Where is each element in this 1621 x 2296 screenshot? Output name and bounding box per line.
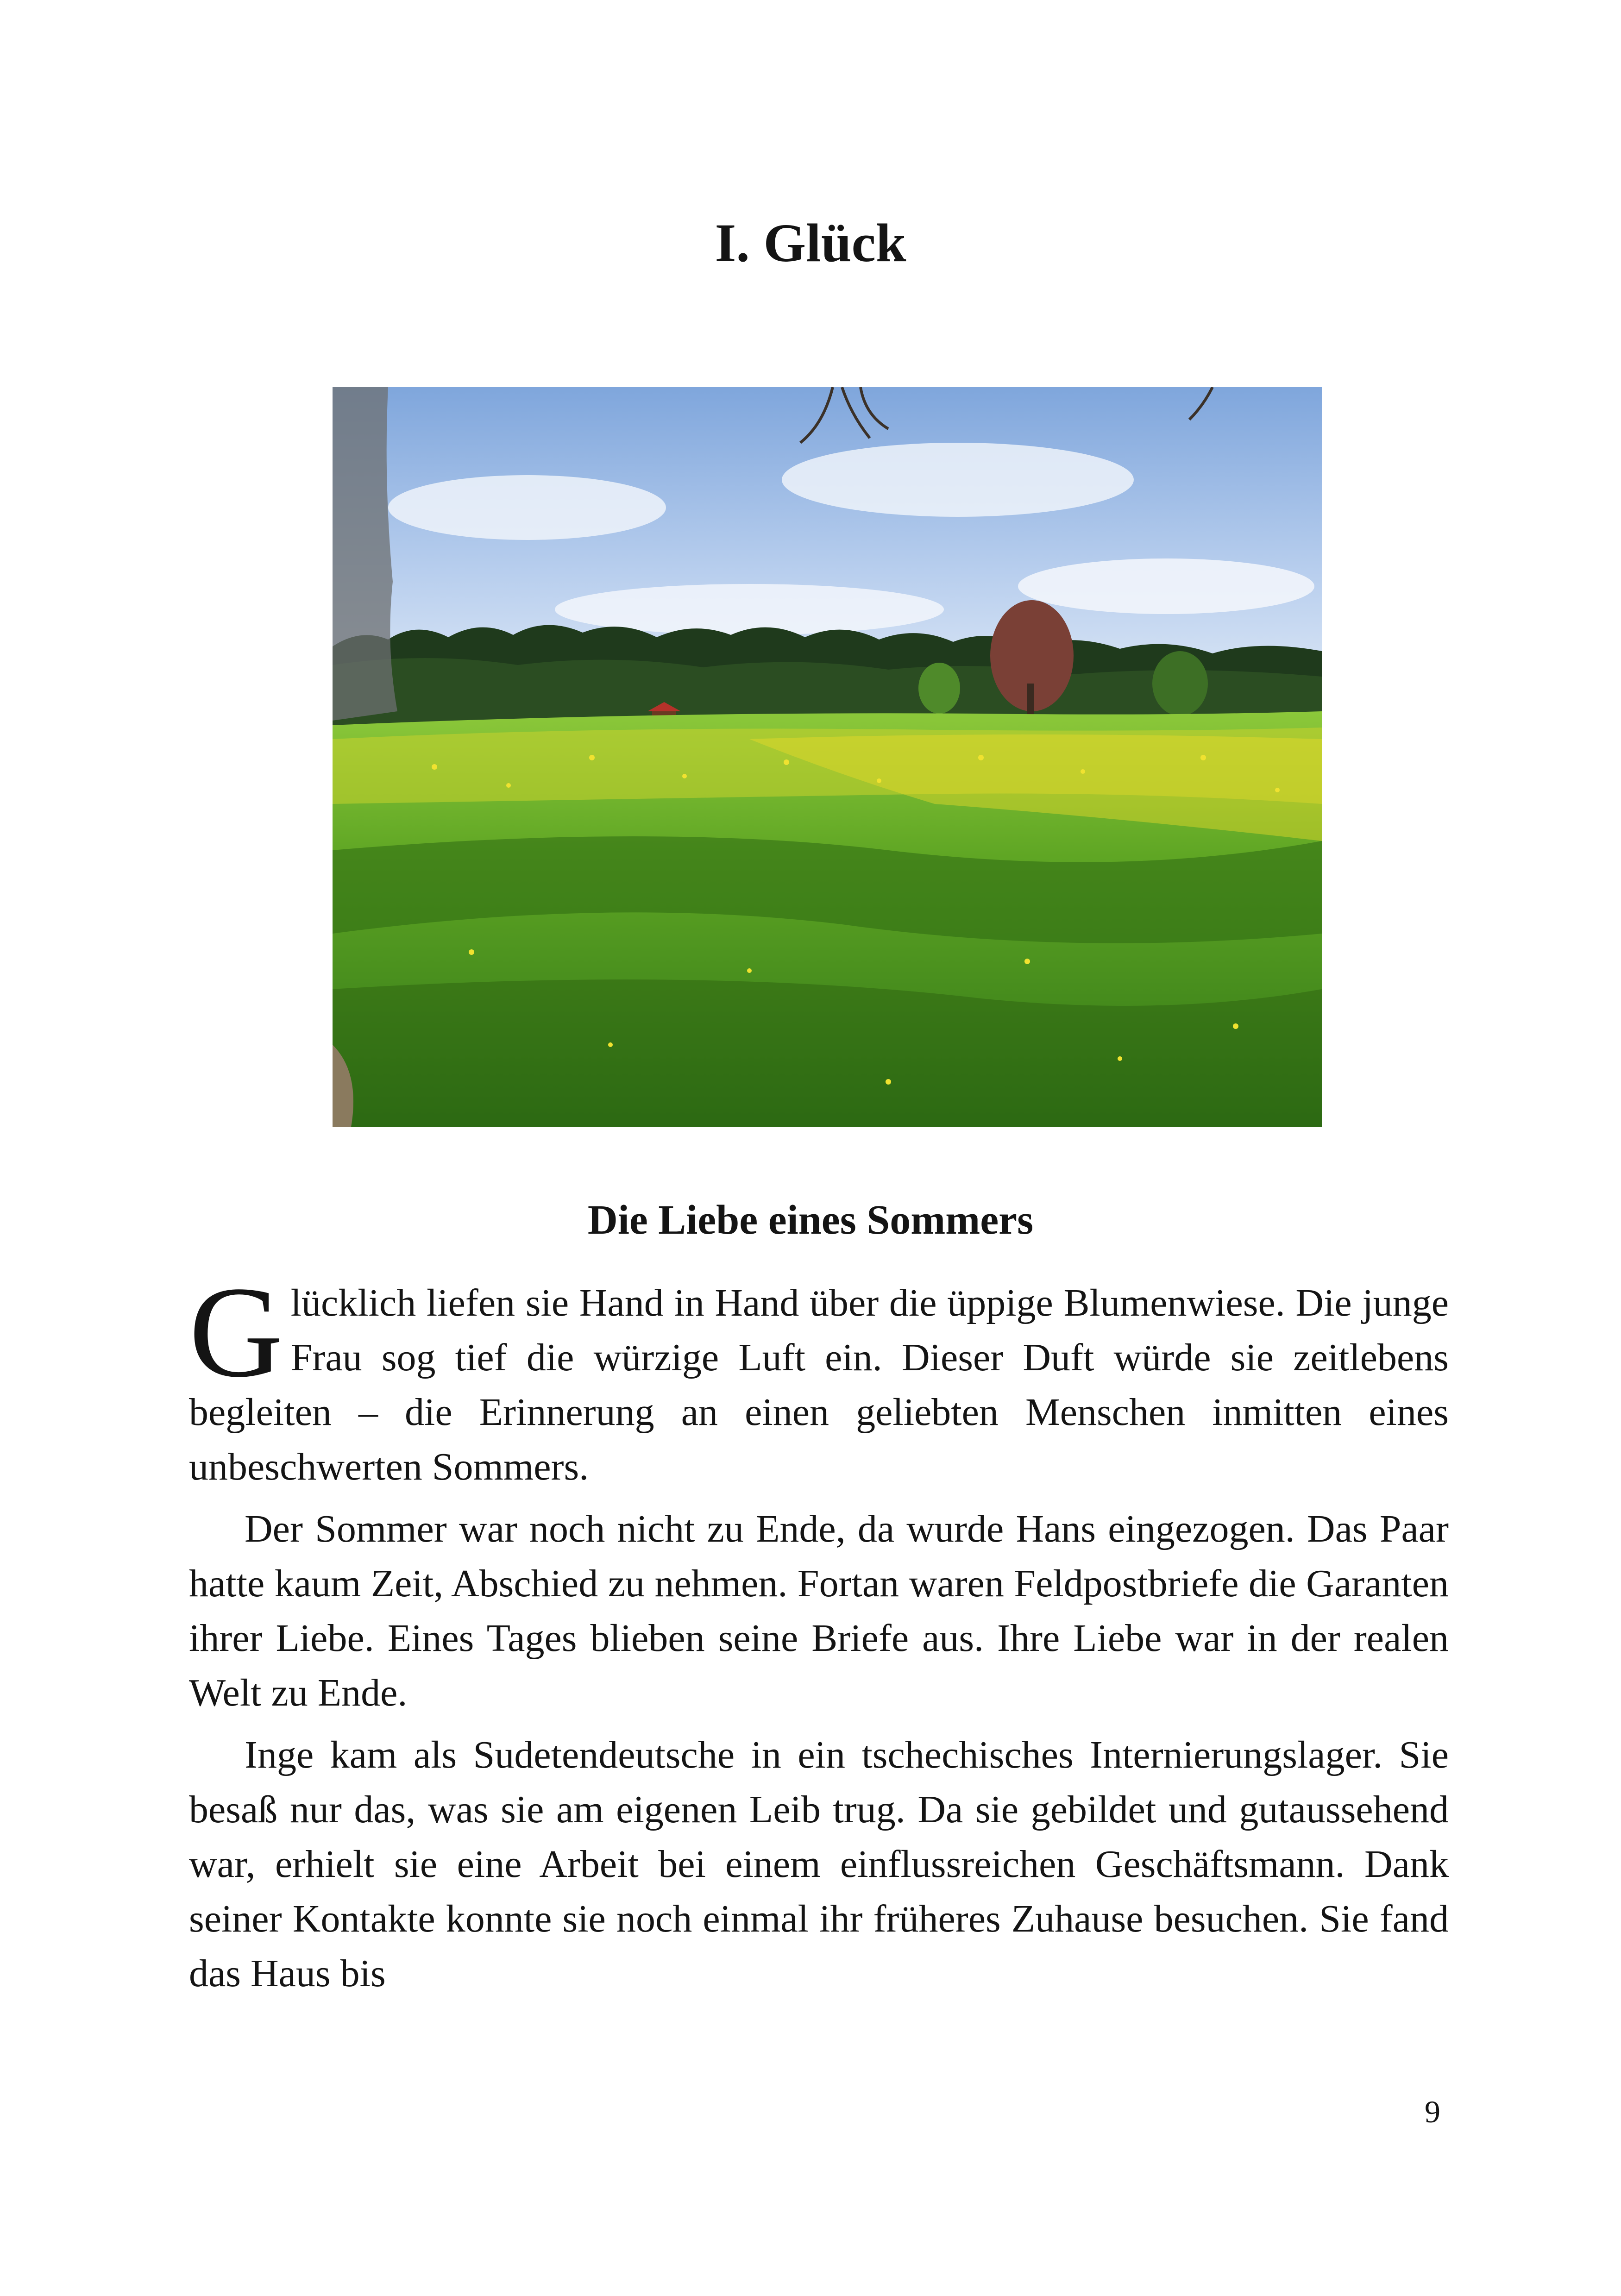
meadow-photo: [333, 387, 1322, 1127]
paragraph-1-text: lücklich liefen sie Hand in Hand über die üppige Blumenwiese. Die junge Frau sog tief die würzige Luft ein. Dieser Duft würde sie zeitlebens begleiten – die Erinnerung an einen geliebten Menschen inmitten eines unbeschwerten Sommers.: [189, 1281, 1449, 1488]
meadow-illustration: [333, 387, 1322, 1127]
story-title: Die Liebe eines Sommers: [587, 1197, 1034, 1243]
page-number: 9: [1425, 2094, 1440, 2129]
story-body: [189, 1260, 1449, 2008]
paragraph-3: Inge kam als Sudetendeutsche in ein tschechisches Internierungslager. Sie besaß nur das, was sie am eigenen Leib trug. Da sie gebildet und gutaussehend war, erhielt sie eine Arbeit bei einem einflussreichen Geschäftsmann. Dank seiner Kontakte konnte sie noch einmal ihr früheres Zuhause besuchen. Sie fand das Haus bis: [189, 1733, 1449, 1995]
paragraph-1: [189, 1260, 1449, 1494]
paragraph-2: Der Sommer war noch nicht zu Ende, da wurde Hans eingezogen. Das Paar hatte kaum Zeit, Abschied zu nehmen. Fortan waren Feldpostbriefe die Garanten ihrer Liebe. Eines Tages blieben seine Briefe aus. Ihre Liebe war in der realen Welt zu Ende.: [189, 1507, 1449, 1714]
chapter-title: I. Glück: [715, 213, 906, 273]
drop-cap: G: [189, 1260, 283, 1404]
